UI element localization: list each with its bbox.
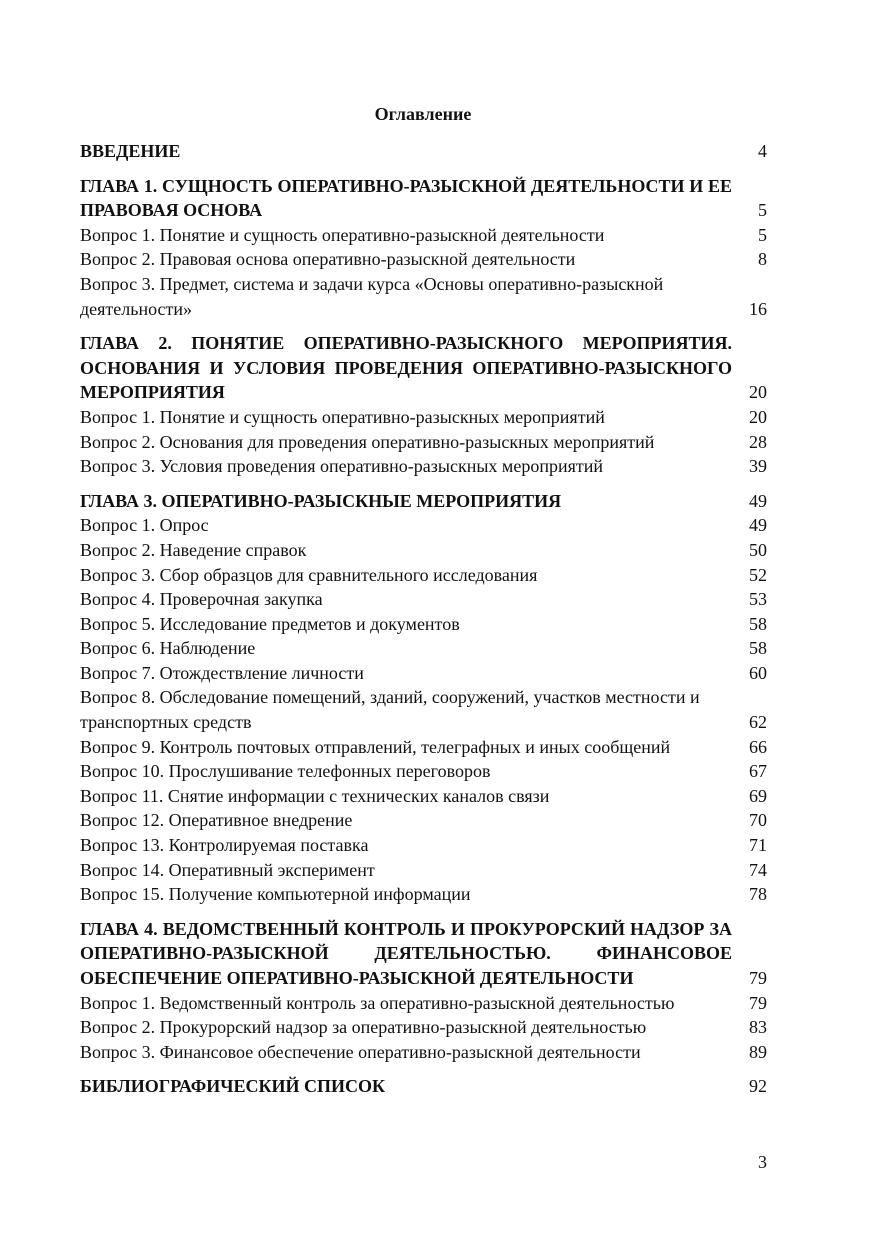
page-number: 3 [758, 1152, 767, 1172]
entry-page: 52 [749, 564, 767, 585]
entry-page: 53 [749, 589, 767, 610]
entry-page: 66 [749, 736, 767, 757]
question-title: Вопрос 7. Отождествление личности [80, 662, 364, 683]
question-title: Вопрос 10. Прослушивание телефонных переговоров [80, 761, 491, 782]
question-title: Вопрос 6. Наблюдение [80, 638, 256, 659]
chapter-title: ГЛАВА 2. ПОНЯТИЕ ОПЕРАТИВНО-РАЗЫСКНОГО МЕРОПРИЯТИЯ. ОСНОВАНИЯ И УСЛОВИЯ ПРОВЕДЕНИЯ ОПЕРАТИВНО-РАЗЫСКНОГО МЕРОПРИЯТИЯ [80, 333, 732, 403]
question-title: Вопрос 3. Условия проведения оперативно-разыскных мероприятий [80, 456, 603, 477]
toc-entry-question[interactable] [80, 563, 767, 588]
entry-page: 92 [749, 1076, 767, 1097]
question-title: Вопрос 3. Финансовое обеспечение оперативно-разыскной деятельности [80, 1041, 641, 1062]
entry-page: 78 [749, 884, 767, 905]
table-of-contents [80, 139, 767, 1099]
entry-page: 69 [749, 785, 767, 806]
question-title: Вопрос 2. Правовая основа оперативно-разыскной деятельности [80, 249, 576, 270]
toc-title: Оглавление [374, 104, 472, 124]
question-title: Вопрос 4. Проверочная закупка [80, 589, 323, 610]
toc-entry-question[interactable] [80, 223, 767, 248]
chapter-title: ГЛАВА 3. ОПЕРАТИВНО-РАЗЫСКНЫЕ МЕРОПРИЯТИЯ [80, 490, 562, 511]
toc-entry-question[interactable] [80, 272, 767, 321]
toc-entry-chapter-3[interactable] [80, 489, 767, 514]
entry-page: 83 [749, 1017, 767, 1038]
question-title: Вопрос 2. Прокурорский надзор за оперативно-разыскной деятельностью [80, 1017, 647, 1038]
toc-entry-question[interactable] [80, 247, 767, 272]
toc-entry-question[interactable] [80, 858, 767, 883]
toc-entry-question[interactable] [80, 1040, 767, 1065]
entry-page: 16 [749, 298, 767, 319]
entry-page: 4 [758, 141, 767, 161]
toc-entry-question[interactable] [80, 612, 767, 637]
toc-entry-question[interactable] [80, 685, 767, 734]
toc-entry-question[interactable] [80, 735, 767, 760]
toc-entry-question[interactable] [80, 587, 767, 612]
question-title: Вопрос 1. Опрос [80, 515, 209, 536]
toc-entry-question[interactable] [80, 430, 767, 455]
entry-page: 49 [749, 490, 767, 511]
question-title: Вопрос 1. Понятие и сущность оперативно-разыскной деятельности [80, 224, 605, 245]
toc-entry-bibliography[interactable] [80, 1074, 767, 1099]
toc-entry-question[interactable] [80, 454, 767, 479]
question-title: Вопрос 9. Контроль почтовых отправлений, телеграфных и иных сообщений [80, 736, 671, 757]
entry-page: 20 [749, 406, 767, 427]
entry-title: БИБЛИОГРАФИЧЕСКИЙ СПИСОК [80, 1076, 386, 1097]
toc-entry-question[interactable] [80, 882, 767, 907]
chapter-title: ГЛАВА 1. СУЩНОСТЬ ОПЕРАТИВНО-РАЗЫСКНОЙ ДЕЯТЕЛЬНОСТИ И ЕЕ ПРАВОВАЯ ОСНОВА [80, 175, 732, 221]
question-title: Вопрос 13. Контролируемая поставка [80, 835, 369, 856]
entry-page: 62 [749, 712, 767, 733]
question-title: Вопрос 14. Оперативный эксперимент [80, 859, 375, 880]
entry-page: 89 [749, 1041, 767, 1062]
question-title: Вопрос 3. Предмет, система и задачи курса «Основы оперативно-разыскной деятельности» [80, 273, 664, 319]
entry-page: 79 [749, 968, 767, 988]
toc-entry-question[interactable] [80, 1015, 767, 1040]
toc-entry-question[interactable] [80, 405, 767, 430]
chapter-title: ГЛАВА 4. ВЕДОМСТВЕННЫЙ КОНТРОЛЬ И ПРОКУРОРСКИЙ НАДЗОР ЗА ОПЕРАТИВНО-РАЗЫСКНОЙ ДЕЯТЕЛЬНОСТЬЮ. ФИНАНСОВОЕ ОБЕСПЕЧЕНИЕ ОПЕРАТИВНО-РАЗЫСКНОЙ ДЕЯТЕЛЬНОСТИ [80, 918, 732, 988]
entry-page: 50 [749, 539, 767, 560]
question-title: Вопрос 15. Получение компьютерной информации [80, 884, 471, 905]
entry-page: 20 [749, 382, 767, 403]
toc-entry-chapter-1[interactable] [80, 174, 767, 223]
entry-page: 5 [758, 224, 767, 245]
toc-entry-question[interactable] [80, 784, 767, 809]
entry-page: 39 [749, 456, 767, 477]
entry-page: 49 [749, 515, 767, 536]
question-title: Вопрос 1. Понятие и сущность оперативно-разыскных мероприятий [80, 406, 605, 427]
toc-entry-chapter-2[interactable] [80, 331, 767, 405]
entry-page: 79 [749, 992, 767, 1013]
entry-page: 60 [749, 662, 767, 683]
toc-entry-question[interactable] [80, 538, 767, 563]
entry-page: 70 [749, 810, 767, 831]
entry-page: 5 [758, 200, 767, 221]
toc-entry-question[interactable] [80, 661, 767, 686]
entry-page: 58 [749, 638, 767, 659]
toc-entry-intro[interactable] [80, 139, 767, 164]
question-title: Вопрос 11. Снятие информации с технических каналов связи [80, 785, 550, 806]
question-title: Вопрос 5. Исследование предметов и документов [80, 613, 460, 634]
entry-page: 67 [749, 761, 767, 782]
question-title: Вопрос 8. Обследование помещений, зданий, сооружений, участков местности и транспортных средств [80, 687, 700, 733]
toc-entry-question[interactable] [80, 636, 767, 661]
question-title: Вопрос 3. Сбор образцов для сравнительного исследования [80, 564, 538, 585]
toc-entry-question[interactable] [80, 808, 767, 833]
question-title: Вопрос 2. Наведение справок [80, 539, 307, 560]
toc-entry-chapter-4[interactable] [80, 917, 767, 991]
toc-entry-question[interactable] [80, 513, 767, 538]
question-title: Вопрос 2. Основания для проведения оперативно-разыскных мероприятий [80, 431, 655, 452]
entry-page: 58 [749, 613, 767, 634]
entry-page: 71 [749, 835, 767, 856]
entry-page: 74 [749, 859, 767, 880]
entry-page: 28 [749, 431, 767, 452]
toc-entry-question[interactable] [80, 833, 767, 858]
entry-title: ВВЕДЕНИЕ [80, 141, 181, 161]
entry-page: 8 [758, 249, 767, 270]
toc-entry-question[interactable] [80, 759, 767, 784]
toc-entry-question[interactable] [80, 991, 767, 1016]
question-title: Вопрос 12. Оперативное внедрение [80, 810, 353, 831]
question-title: Вопрос 1. Ведомственный контроль за оперативно-разыскной деятельностью [80, 992, 675, 1013]
